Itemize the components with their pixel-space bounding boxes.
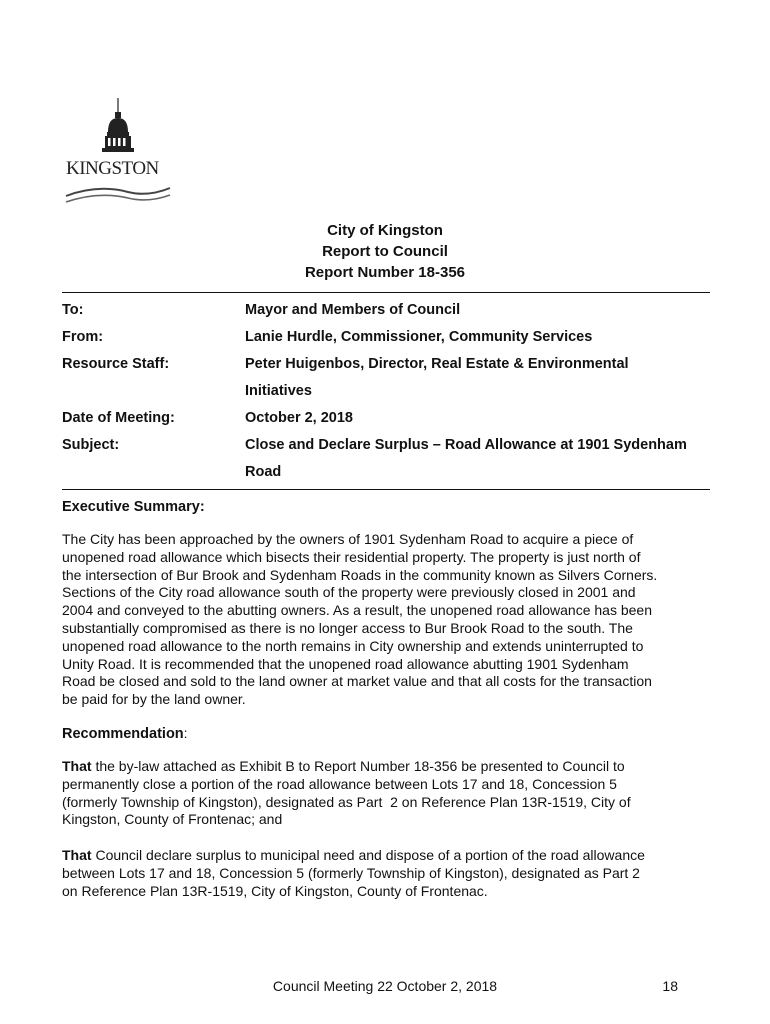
meta-to-label: To: — [62, 302, 84, 318]
meta-subject-label: Subject: — [62, 437, 120, 453]
executive-summary-heading-block — [62, 499, 712, 517]
summary-line: be paid for by the land owner. — [62, 691, 246, 708]
summary-line: the intersection of Bur Brook and Sydenham Roads in the community known as Silvers Corners. — [62, 566, 658, 583]
footer-text: Council Meeting 22 October 2, 2018 — [272, 978, 498, 994]
meta-to-value: Mayor and Members of Council — [245, 302, 461, 318]
meta-subject-row-cont — [62, 459, 712, 486]
recommendation-line: Council declare surplus to municipal need and dispose of a portion of the road allowance — [91, 847, 645, 863]
recommendation-paragraph-1 — [62, 758, 712, 829]
meta-to-row — [62, 297, 712, 324]
meta-from-row — [62, 324, 712, 351]
summary-line: unopened road allowance to the north remains in City ownership and extends uninterrupted to — [62, 637, 644, 654]
recommendation-heading-colon: : — [183, 725, 188, 741]
title-city: City of Kingston — [327, 222, 443, 239]
meta-from-label: From: — [62, 329, 104, 345]
recommendation-1-lead: That — [62, 758, 92, 774]
recommendation-2-lead: That — [62, 847, 92, 863]
recommendation-heading: Recommendation — [62, 726, 184, 742]
title-report: Report to Council — [322, 243, 448, 260]
meta-date-value: October 2, 2018 — [245, 410, 353, 426]
city-hall-dome-icon — [58, 98, 178, 210]
divider-bottom — [62, 489, 710, 490]
recommendation-line: between Lots 17 and 18, Concession 5 (formerly Township of Kingston), designated as Part 2 — [62, 864, 640, 881]
recommendation-line: (formerly Township of Kingston), designated as Part 2 on Reference Plan 13R-1519, City of — [62, 793, 631, 810]
recommendation-line: permanently close a portion of the road allowance between Lots 17 and 18, Concession 5 — [62, 775, 617, 792]
executive-summary — [62, 531, 712, 709]
summary-line: Road be closed and sold to the land owner at market value and that all costs for the transaction — [62, 673, 652, 690]
meta-staff-row-cont — [62, 378, 712, 405]
title-report-number: Report Number 18-356 — [304, 264, 466, 281]
summary-line: Sections of the City road allowance south of the property were previously closed in 2001 and — [62, 584, 636, 601]
recommendation-line: the by-law attached as Exhibit B to Report Number 18-356 be presented to Council to — [91, 758, 625, 774]
kingston-logo — [58, 98, 178, 210]
summary-line: The City has been approached by the owners of 1901 Sydenham Road to acquire a piece of — [62, 531, 634, 547]
recommendation-paragraph-2 — [62, 847, 712, 900]
recommendation-line: Kingston, County of Frontenac; and — [62, 811, 283, 828]
meta-subject-row — [62, 432, 712, 459]
summary-line: 2004 and conveyed to the abutting owners. As a result, the unopened road allowance has been — [62, 602, 652, 619]
meta-from-value: Lanie Hurdle, Commissioner, Community Services — [245, 329, 593, 345]
report-title — [0, 220, 770, 283]
report-meta — [62, 297, 712, 486]
meta-staff-row — [62, 351, 712, 378]
meta-staff-label: Resource Staff: — [62, 356, 170, 372]
summary-line: Unity Road. It is recommended that the unopened road allowance abutting 1901 Sydenham — [62, 655, 629, 672]
meta-staff-value-cont: Initiatives — [245, 383, 312, 399]
summary-line: substantially compromised as there is no longer access to Bur Brook Road to the south. The — [62, 619, 633, 636]
page-number: 18 — [662, 978, 678, 994]
recommendation-line: on Reference Plan 13R-1519, City of Kingston, County of Frontenac. — [62, 882, 488, 899]
logo-wordmark: KINGSTON — [66, 158, 159, 179]
summary-line: unopened road allowance which bisects their residential property. The property is just north of — [62, 548, 641, 565]
meta-date-row — [62, 405, 712, 432]
meta-staff-value: Peter Huigenbos, Director, Real Estate & Environmental — [245, 356, 629, 372]
meta-subject-value: Close and Declare Surplus – Road Allowance at 1901 Sydenham — [245, 437, 687, 453]
divider-top — [62, 292, 710, 293]
meta-subject-value-cont: Road — [245, 464, 282, 480]
recommendation-heading-block — [62, 725, 712, 744]
executive-summary-heading: Executive Summary: — [62, 499, 205, 515]
meta-date-label: Date of Meeting: — [62, 410, 175, 426]
